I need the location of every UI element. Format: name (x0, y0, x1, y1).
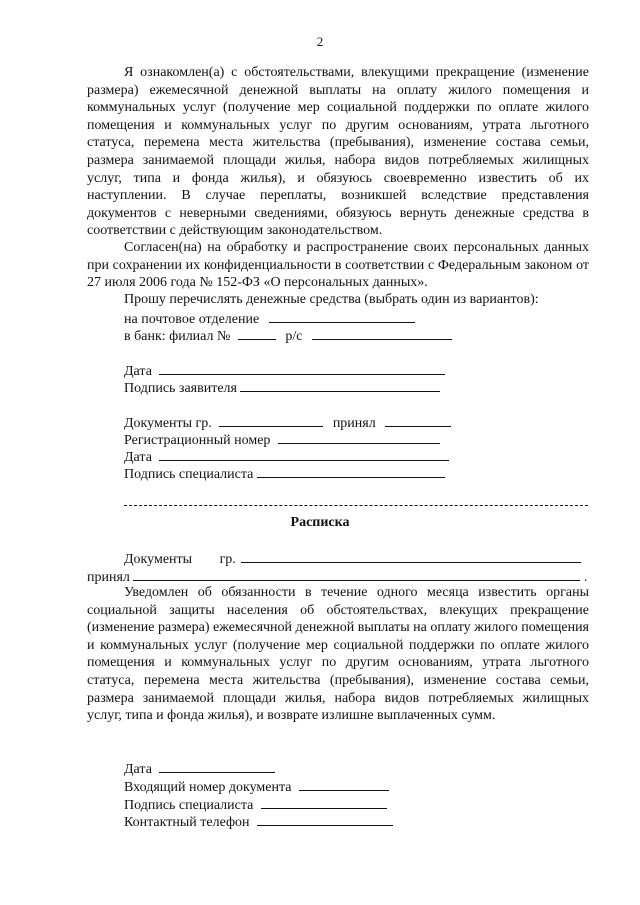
incoming-number-row (124, 778, 389, 796)
footer-signature-field[interactable] (261, 796, 387, 809)
notification-paragraph: Уведомлен об обязанности в течение одного месяца известить органы социальной защиты населения об обстоятельствах, влекущих прекращение (изменение размера) ежемесячной денежной выплаты на оплату жилого помещения и коммунальных услуг (получение мер социальной поддержки по оплате жилого помещения и коммунальных услуг по другим основаниям, утрата льготного статуса, перемена места жительства (пребывания), изменение состава семьи, размера занимаемой площади жилья, набора видов потребляемых жилищных услуг, типа и фонда жилья), и возврате излишне выплаченных сумм. (87, 585, 589, 724)
branch-number-field[interactable] (238, 327, 276, 340)
receipt-end-dot: . (583, 570, 588, 585)
specialist-accepted-label: принял (332, 416, 376, 431)
applicant-signature-field[interactable] (240, 379, 440, 392)
receipt-citizen-label: гр. (219, 552, 236, 567)
specialist-date-field[interactable] (159, 448, 449, 461)
footer-signature-label: Подпись специалиста (124, 798, 254, 813)
specialist-accepted-field[interactable] (385, 414, 451, 427)
receipt-citizen-field[interactable] (241, 550, 581, 563)
contact-phone-field[interactable] (257, 813, 393, 826)
account-number-field[interactable] (312, 327, 452, 340)
specialist-documents-field[interactable] (219, 414, 323, 427)
applicant-date-row (124, 362, 445, 380)
post-office-row (124, 310, 415, 328)
reg-number-row (124, 431, 440, 449)
receipt-accepted-field[interactable] (133, 568, 580, 581)
contact-phone-label: Контактный телефон (124, 815, 250, 830)
specialist-date-label: Дата (124, 450, 152, 465)
receipt-accepted-label: принял (87, 570, 130, 585)
specialist-documents-label: Документы гр. (124, 416, 212, 431)
specialist-signature-row (124, 465, 445, 483)
footer-signature-row (124, 796, 387, 814)
bank-label: в банк: филиал № (124, 329, 231, 344)
receipt-documents-row (124, 550, 588, 568)
specialist-signature-label: Подпись специалиста (124, 467, 254, 482)
incoming-number-field[interactable] (299, 778, 389, 791)
specialist-signature-field[interactable] (257, 465, 445, 478)
applicant-signature-label: Подпись заявителя (124, 381, 237, 396)
contact-phone-row (124, 813, 393, 831)
incoming-number-label: Входящий номер документа (124, 780, 292, 795)
footer-date-field[interactable] (159, 760, 275, 773)
post-office-field[interactable] (269, 310, 415, 323)
receipt-documents-label: Документы (124, 552, 193, 567)
footer-date-row (124, 760, 275, 778)
reg-number-field[interactable] (278, 431, 440, 444)
consent-paragraph: Согласен(на) на обработку и распространение своих персональных данных при сохранении их конфиденциальности в соответствии с Федеральным законом от 27 июля 2006 года № 152-ФЗ «О персональных данных». (87, 240, 589, 291)
account-label: р/с (285, 329, 303, 344)
applicant-signature-row (124, 379, 440, 397)
applicant-date-field[interactable] (159, 362, 445, 375)
bank-row (124, 327, 452, 345)
receipt-title: Расписка (290, 515, 350, 530)
reg-number-label: Регистрационный номер (124, 433, 271, 448)
applicant-date-label: Дата (124, 364, 152, 379)
specialist-documents-row (124, 414, 451, 432)
cut-line-divider (124, 505, 588, 506)
payment-intro: Прошу перечислять денежные средства (выбрать один из вариантов): (124, 292, 539, 307)
post-office-label: на почтовое отделение (124, 312, 260, 327)
acknowledgement-paragraph: Я ознакомлен(а) с обстоятельствами, влекущими прекращение (изменение размера) ежемесячной денежной выплаты на оплату жилого помещения и коммунальных услуг (получение мер социальной поддержки по оплате жилого помещения и коммунальных услуг по другим основаниям, утрата льготного статуса, перемена места жительства (пребывания), изменение состава семьи, размера занимаемой площади жилья, набора видов потребляемых жилищных услуг, типа и фонда жилья), и обязуюсь своевременно известить об их наступлении. В случае переплаты, возникшей вследствие представления документов с неверными сведениями, обязуюсь вернуть денежные средства в соответствии с действующим законодательством. (87, 65, 589, 239)
specialist-date-row (124, 448, 449, 466)
page-number: 2 (316, 34, 324, 49)
footer-date-label: Дата (124, 762, 152, 777)
